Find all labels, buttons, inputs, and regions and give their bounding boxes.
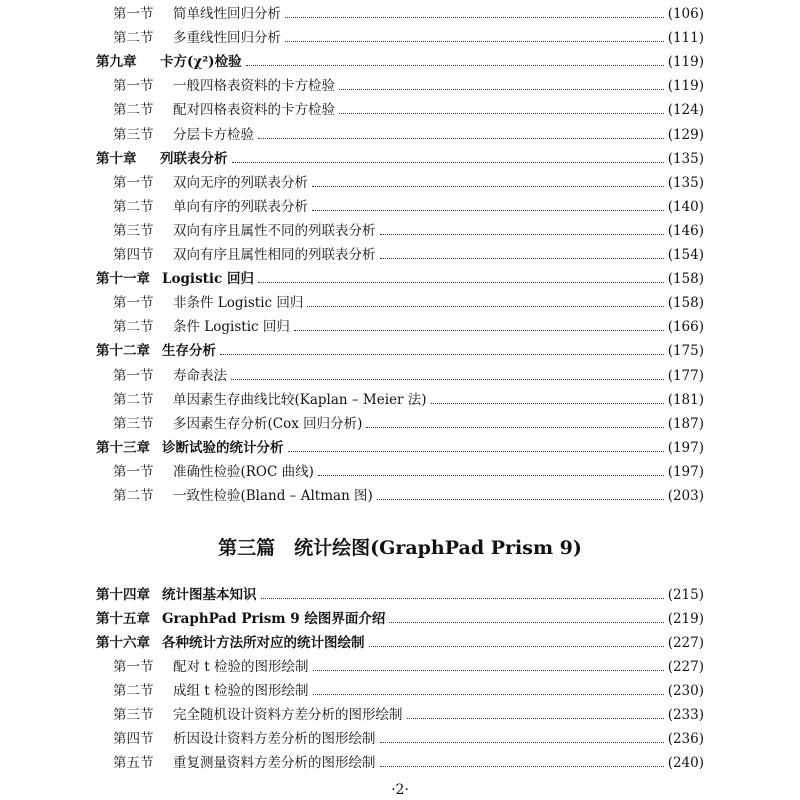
page-ref: (177) xyxy=(666,364,704,388)
dot-leader xyxy=(307,306,664,307)
page-ref: (124) xyxy=(666,98,704,122)
toc-section-row xyxy=(0,703,800,727)
section-title: 多因素生存分析(Cox 回归分析) xyxy=(173,412,364,436)
dot-leader xyxy=(285,17,664,18)
section-label: 第二节 xyxy=(113,198,154,215)
dot-leader xyxy=(258,282,664,283)
section-title: 非条件 Logistic 回归 xyxy=(173,291,305,315)
section-title: 寿命表法 xyxy=(173,364,229,388)
section-title: 条件 Logistic 回归 xyxy=(173,315,292,339)
toc-chapter-row xyxy=(0,267,800,291)
dot-leader xyxy=(380,742,664,743)
section-title: 双向有序且属性不同的列联表分析 xyxy=(173,219,378,243)
toc-chapter-row xyxy=(0,147,800,171)
section-label: 第二节 xyxy=(113,683,154,699)
toc-section-row xyxy=(0,388,800,412)
section-title: 单向有序的列联表分析 xyxy=(173,195,310,219)
dot-leader xyxy=(431,403,664,404)
dot-leader xyxy=(288,451,664,452)
dot-leader xyxy=(232,162,664,163)
dot-leader xyxy=(261,598,664,599)
toc-section-row xyxy=(0,655,800,679)
page-ref: (129) xyxy=(666,123,704,147)
section-label: 第三节 xyxy=(113,222,154,239)
page-ref: (219) xyxy=(666,607,704,631)
section-label: 第一节 xyxy=(113,463,154,480)
dot-leader xyxy=(313,670,664,671)
dot-leader xyxy=(369,646,664,647)
page-ref: (119) xyxy=(666,50,704,74)
section-label: 第四节 xyxy=(113,247,154,263)
chapter-title: 生存分析 xyxy=(162,339,218,363)
section-label: 第五节 xyxy=(113,755,154,771)
section-label: 第一节 xyxy=(113,78,154,95)
dot-leader xyxy=(380,234,664,235)
dot-leader xyxy=(318,475,664,476)
section-title: 单因素生存曲线比较(Kaplan – Meier 法) xyxy=(173,388,429,412)
chapter-label: 第十四章 xyxy=(96,587,150,603)
section-label: 第二节 xyxy=(113,102,154,119)
dot-leader xyxy=(389,622,664,623)
section-label: 第二节 xyxy=(113,319,154,336)
section-label: 第二节 xyxy=(113,30,154,47)
toc-section-row xyxy=(0,727,800,751)
toc-section-row xyxy=(0,751,800,775)
toc-chapter-row xyxy=(0,339,800,363)
chapter-title: Logistic 回归 xyxy=(162,267,256,291)
toc-chapter-row xyxy=(0,583,800,607)
page-ref: (158) xyxy=(666,267,704,291)
dot-leader xyxy=(366,427,664,428)
dot-leader xyxy=(285,41,664,42)
toc-section-row xyxy=(0,243,800,267)
chapter-title: 各种统计方法所对应的统计图绘制 xyxy=(162,631,367,655)
section-title: 完全随机设计资料方差分析的图形绘制 xyxy=(173,703,405,727)
toc-chapter-row xyxy=(0,50,800,74)
toc-section-row xyxy=(0,74,800,98)
page-ref: (240) xyxy=(666,751,704,775)
dot-leader xyxy=(294,330,664,331)
section-label: 第四节 xyxy=(113,731,154,747)
toc-chapter-row xyxy=(0,436,800,460)
toc-section-row xyxy=(0,2,800,26)
section-title: 一致性检验(Bland – Altman 图) xyxy=(173,484,375,508)
page-ref: (215) xyxy=(666,583,704,607)
page-ref: (236) xyxy=(666,727,704,751)
toc-chapter-row xyxy=(0,607,800,631)
toc-section-row xyxy=(0,171,800,195)
page-ref: (135) xyxy=(666,171,704,195)
section-label: 第三节 xyxy=(113,707,154,723)
chapter-label: 第十一章 xyxy=(96,271,150,288)
toc-section-row xyxy=(0,98,800,122)
section-label: 第三节 xyxy=(113,415,154,432)
page-ref: (111) xyxy=(666,26,704,50)
page-ref: (203) xyxy=(666,484,704,508)
dot-leader xyxy=(231,379,664,380)
page-ref: (227) xyxy=(666,655,704,679)
toc-section-row xyxy=(0,315,800,339)
dot-leader xyxy=(312,186,664,187)
section-label: 第二节 xyxy=(113,488,154,504)
section-title: 配对四格表资料的卡方检验 xyxy=(173,98,337,122)
section-title: 简单线性回归分析 xyxy=(173,2,283,26)
section-title: 双向有序且属性相同的列联表分析 xyxy=(173,243,378,267)
section-label: 第三节 xyxy=(113,126,154,143)
dot-leader xyxy=(258,138,664,139)
section-label: 第一节 xyxy=(113,367,154,384)
section-label: 第一节 xyxy=(113,174,154,191)
page-ref: (158) xyxy=(666,291,704,315)
section-label: 第一节 xyxy=(113,659,154,675)
toc-section-row xyxy=(0,26,800,50)
page-ref: (154) xyxy=(666,243,704,267)
chapter-title: 卡方(χ²)检验 xyxy=(160,50,244,74)
chapter-title: 列联表分析 xyxy=(160,147,230,171)
page-ref: (146) xyxy=(666,219,704,243)
chapter-label: 第十章 xyxy=(96,150,137,167)
toc-section-row xyxy=(0,291,800,315)
section-title: 成组 t 检验的图形绘制 xyxy=(173,679,311,703)
chapter-title: 统计图基本知识 xyxy=(162,583,259,607)
page-ref: (119) xyxy=(666,74,704,98)
toc-section-row xyxy=(0,364,800,388)
page-number: ·2· xyxy=(391,782,409,798)
page-ref: (140) xyxy=(666,195,704,219)
toc-section-row xyxy=(0,123,800,147)
chapter-label: 第十三章 xyxy=(96,439,150,456)
chapter-title: GraphPad Prism 9 绘图界面介绍 xyxy=(162,607,387,631)
dot-leader xyxy=(339,89,664,90)
dot-leader xyxy=(380,766,664,767)
section-title: 重复测量资料方差分析的图形绘制 xyxy=(173,751,378,775)
dot-leader xyxy=(313,694,664,695)
dot-leader xyxy=(407,718,664,719)
section-title: 多重线性回归分析 xyxy=(173,26,283,50)
section-label: 第一节 xyxy=(113,295,154,312)
toc-section-row xyxy=(0,195,800,219)
toc-chapter-row xyxy=(0,631,800,655)
section-title: 分层卡方检验 xyxy=(173,123,256,147)
page-ref: (227) xyxy=(666,631,704,655)
section-title: 一般四格表资料的卡方检验 xyxy=(173,74,337,98)
section-label: 第一节 xyxy=(113,6,154,22)
page-ref: (106) xyxy=(666,2,704,26)
section-title: 析因设计资料方差分析的图形绘制 xyxy=(173,727,378,751)
section-title: 准确性检验(ROC 曲线) xyxy=(173,460,316,484)
dot-leader xyxy=(377,499,664,500)
section-title: 双向无序的列联表分析 xyxy=(173,171,310,195)
section-label: 第二节 xyxy=(113,391,154,408)
dot-leader xyxy=(246,65,664,66)
part-title: 第三篇 统计绘图(GraphPad Prism 9) xyxy=(218,537,582,559)
toc-section-row xyxy=(0,219,800,243)
chapter-title: 诊断试验的统计分析 xyxy=(162,436,286,460)
chapter-label: 第十二章 xyxy=(96,343,150,360)
dot-leader xyxy=(220,354,664,355)
page-ref: (175) xyxy=(666,339,704,363)
toc-section-row xyxy=(0,412,800,436)
page-ref: (181) xyxy=(666,388,704,412)
toc-section-row xyxy=(0,679,800,703)
page-ref: (197) xyxy=(666,460,704,484)
page-ref: (197) xyxy=(666,436,704,460)
dot-leader xyxy=(312,210,664,211)
toc-section-row xyxy=(0,460,800,484)
dot-leader xyxy=(339,113,664,114)
chapter-label: 第九章 xyxy=(96,54,137,71)
chapter-label: 第十六章 xyxy=(96,635,150,651)
chapter-label: 第十五章 xyxy=(96,611,150,627)
dot-leader xyxy=(380,258,664,259)
page-ref: (233) xyxy=(666,703,704,727)
page-ref: (135) xyxy=(666,147,704,171)
page-ref: (166) xyxy=(666,315,704,339)
toc-section-row xyxy=(0,484,800,508)
page-ref: (230) xyxy=(666,679,704,703)
page-ref: (187) xyxy=(666,412,704,436)
section-title: 配对 t 检验的图形绘制 xyxy=(173,655,311,679)
